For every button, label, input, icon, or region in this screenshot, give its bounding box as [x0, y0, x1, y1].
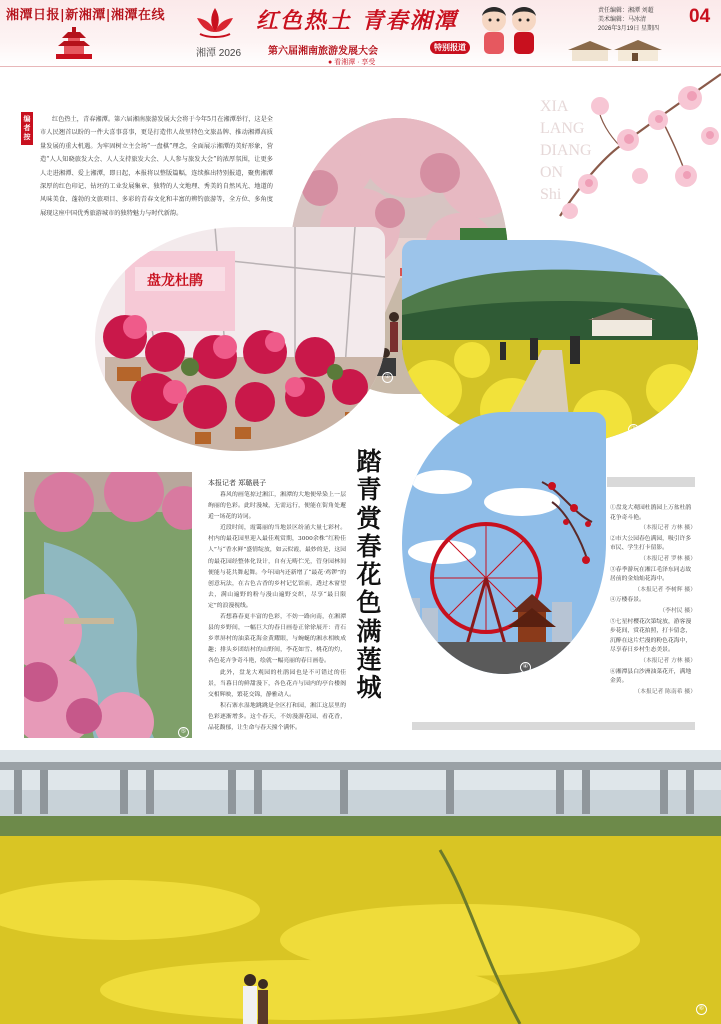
- caption-header-bar: [607, 477, 695, 487]
- photo-number-2: ②: [382, 372, 393, 383]
- caption-text: ①盘龙大观园杜鹃园上万盆杜鹃花争奇斗艳。: [610, 505, 692, 521]
- page-number: 04: [689, 6, 711, 27]
- photo-number-1: ①: [344, 417, 355, 428]
- watermark-line: DIANG: [540, 142, 592, 159]
- column-badge: 编者按: [21, 112, 33, 145]
- photo-number-4: ④: [520, 662, 531, 673]
- azalea-garden-illustration: [95, 227, 385, 451]
- photo-ferris-wheel: [402, 412, 606, 674]
- village-house-icon: [566, 38, 666, 62]
- header-slogan: 红色热土 青春湘潭: [256, 8, 458, 34]
- caption-text: ⑤七星村樱花次第绽放，游客漫步花间，赏花拍照，打卡留念，沉醉在这片烂漫的粉色花海中，尽享春日乡村生态美景。: [610, 618, 692, 654]
- caption-credit: （本报记者 罗林 摄）: [640, 555, 696, 562]
- editor-note-text: 红色热土，青春湘潭。第六届湘南旅游发展大会将于今年5月在湘潭举行，这是全市人民翘首以盼的一件大喜事喜事，更是打造伟人故里特色文旅品牌、推动湘潭高质量发展的重大机遇。为牢固树立主会场“一盘棋”理念，全面展示湘潭的美好形象，营造“人人知晓旅发大会、人人支持旅发大会、人人参与旅发大会”的浓厚氛围，让更多人走进湘潭、爱上湘潭，即日起，本报将以整版篇幅，连续推出特别报道，聚焦湘潭深厚的红色印记、钻坯的工业发展集章、独特的人文地理、秀美的自然风光、地道的风味美食、蓬勃的文旅项目、多彩的青春文化和丰富的辨钓旅游等，全方位、多角度展现这座中国优秀旅游城市的独特魅力与时代新韵。: [40, 116, 273, 217]
- article-paragraph: 若想暮春更丰富的色彩，不妨一路向南，在湘潭县的乡野间，一幅巨大的春日画卷正徐徐展开：青石乡翠屏村的油菜花海金黄耀眼，与蜿蜒的湘水相映成趣；排头乡团结村的山野间，李花如雪、桃花的灼，各色花卉争奇斗艳，绘就一幅亮丽的春日画卷。: [208, 614, 346, 665]
- caption-text: ③春季游玩在湘江毛泽东同志故居前的金灿灿花海中。: [610, 566, 692, 583]
- article-paragraph: 暮风的画笔掠过湘江，湘潭的大地便晕染上一层绚丽的色彩。此时漫城，无需远行，便能在街角处邂逅一场花的诗词。: [208, 492, 346, 521]
- article-paragraph: 此外，盘龙大观园的杜鹃园也是不可错过的佳景，当暮日的鲜甜漫下，各色花卉与园内的亭台楼阁交相辉映，繁花交锦，静雅动人。: [208, 669, 346, 698]
- display-board-text: 盘龙杜鹃: [147, 273, 203, 289]
- cherry-blossom-decoration: [540, 66, 721, 226]
- photo-number-6: ⑥: [696, 1004, 707, 1015]
- caption-credit: （本报记者 李树辉 摄）: [634, 586, 696, 593]
- caption-credit: （本报记者 陈南希 摄）: [634, 688, 696, 695]
- caption-footer-bar: [412, 722, 695, 730]
- photo-pink-blossom-lake: [24, 472, 192, 738]
- photo-captions: [610, 504, 696, 698]
- photo-azalea-garden: [95, 227, 385, 451]
- caption-text: ⑥湘潭县白沙洲油菜花开，满地金黄。: [610, 668, 692, 685]
- pink-blossom-lake-illustration: [24, 472, 192, 738]
- ferris-wheel-illustration: [402, 412, 606, 674]
- caption-credit: （本报记者 方林 摄）: [640, 525, 696, 532]
- watermark-line: Shi: [540, 186, 562, 203]
- photo-rapeseed-field-bridge: [0, 750, 721, 1024]
- newspaper-brand: 湘潭日报|新湘潭|湘潭在线: [6, 8, 165, 23]
- event-title: 第六届湘南旅游发展大会: [268, 46, 378, 57]
- article-paragraph: 近段时间，霞霭丽的当地景区纷涌大量七彩村。村内的最花园里迎入最佳观赏期，3000余株“红粉佳人”与“香水鲜”盛情绽放，如云似霞，最妙的是，这园的最花园经整体化设计，自有无畴伫光，管身园林间便能与花共舞起舞。今年园内还新增了“最花·鸡锣”的创意玩法，在古色古香的乡村记忆馆前，透过木窗望去，满山遍野的粉与漫山遍野交织，尽享“最日限定”的浪漫视线。: [208, 525, 346, 609]
- place-year: 湘潭 2026: [196, 48, 242, 59]
- editor-info: [598, 7, 659, 34]
- editor-line: 责任编辑：湘潭 刘超: [598, 8, 654, 14]
- caption-credit: （李村民 摄）: [659, 607, 696, 614]
- caption-text: ②市大公园春色满园，吸引许多市民、学生打卡留影。: [610, 535, 692, 552]
- article-paragraph: 积石寨水湿地跳跳是全区打和园，湘江这层里的色彩逐渐增多。这个春天，不妨漫游花园、看花香，品花馥郁，让生命与春天撞个满怀。: [208, 702, 346, 731]
- special-report-tag: 特别报道: [430, 41, 470, 54]
- caption-credit: （本报记者 方林 摄）: [640, 657, 696, 664]
- photo-number-5: ⑤: [178, 727, 189, 738]
- flower-logo-icon: [192, 2, 238, 42]
- photo-number-3: ③: [628, 424, 639, 435]
- pavilion-tower-icon: [52, 26, 96, 60]
- watermark-line: LANG: [540, 120, 585, 137]
- caption-text: ④万楼春景。: [610, 597, 645, 604]
- date-line: 2026年3月19日 星期四: [598, 26, 660, 32]
- page-header: [0, 0, 721, 66]
- page-headline: 踏青赏春 花色满莲城: [356, 447, 382, 703]
- watermark-line: ON: [540, 164, 564, 181]
- article-byline: 本报记者 郑璐晨子: [208, 479, 267, 487]
- art-editor-line: 美术编辑：马冰清: [598, 17, 647, 23]
- watermark-line: XIA: [540, 98, 569, 115]
- mascot-characters-icon: [474, 2, 544, 62]
- article-body: [208, 490, 346, 734]
- header-tagline: ● 看湘潭 · 享受: [328, 59, 376, 66]
- rapeseed-bridge-illustration: [0, 750, 721, 1024]
